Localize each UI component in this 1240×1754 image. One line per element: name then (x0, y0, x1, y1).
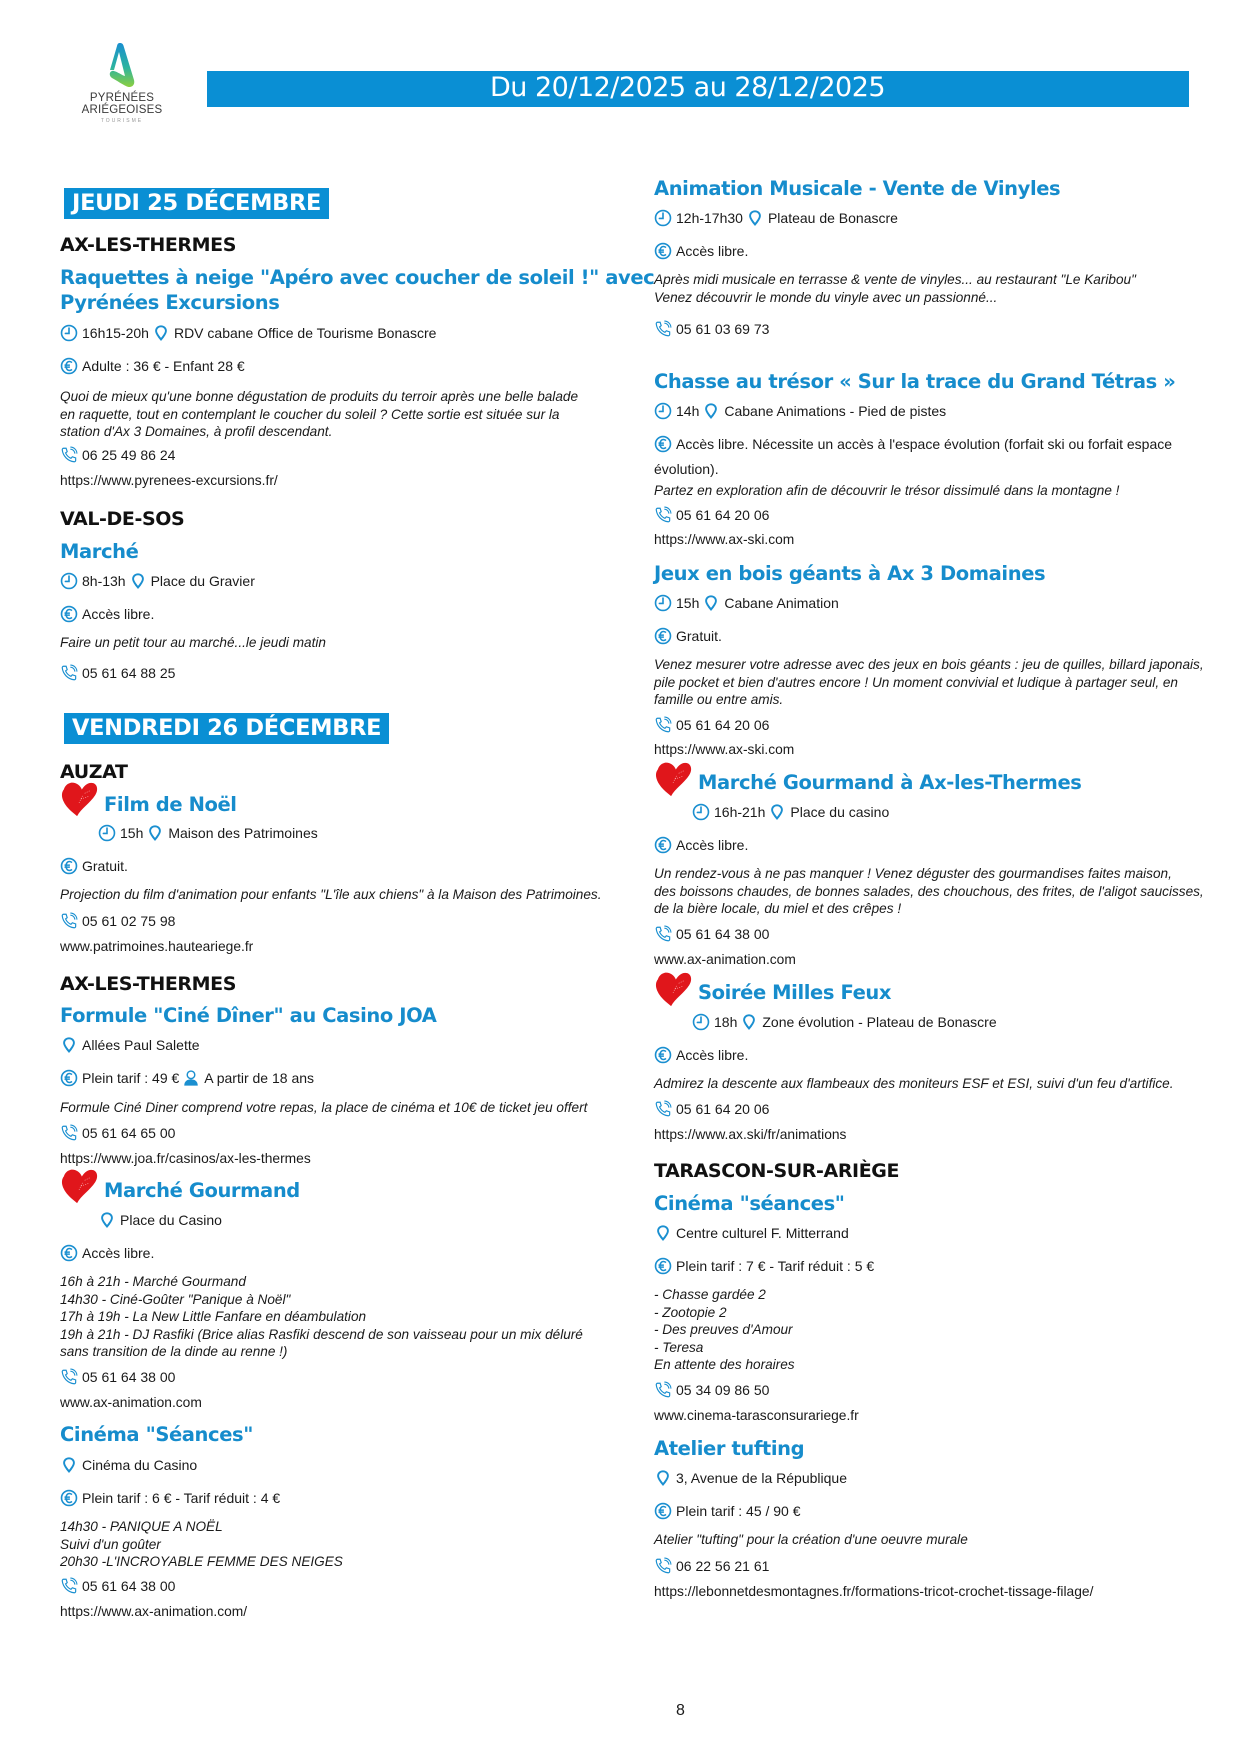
euro-icon (60, 1489, 78, 1507)
event-price: Plein tarif : 49 € A partir de 18 ans (60, 1069, 317, 1087)
phone-icon (60, 912, 78, 930)
clock-icon (654, 402, 672, 420)
phone-icon (60, 664, 78, 682)
event-price: Plein tarif : 45 / 90 € (654, 1502, 804, 1520)
event-phone[interactable]: 05 61 64 38 00 (60, 1368, 178, 1386)
event-time-place: 18h Zone évolution - Plateau de Bonascre (692, 1013, 1000, 1031)
event-phone[interactable]: 05 61 64 20 06 (654, 506, 772, 524)
location-pin-icon (746, 209, 764, 227)
event-description: Un rendez-vous à ne pas manquer ! Venez déguster des gourmandises faites maison, des boissons chaudes, de bonnes salades, des chouchous, des frites, de l'aligot saucisses, de la bière locale, du miel et des crêpes ! (654, 866, 1204, 916)
event-url-link[interactable]: https://www.ax-animation.com/ (60, 1604, 248, 1619)
phone-icon (654, 1381, 672, 1399)
euro-icon (60, 357, 78, 375)
event-time-place: 8h-13h Place du Gravier (60, 572, 258, 590)
event-phone[interactable]: 05 61 64 88 25 (60, 664, 178, 682)
euro-icon (654, 1502, 672, 1520)
euro-icon (654, 242, 672, 260)
event-description: 16h à 21h - Marché Gourmand 14h30 - Ciné-Goûter "Panique à Noël" 17h à 19h - La New Little Fanfare en déambulation 19h à 21h - DJ Rasfiki (Brice alias Rasfiki descend de son vaisseau pour un mix déluré sans transition de la dinde au renne !) (60, 1274, 583, 1359)
location-pin-icon (702, 594, 720, 612)
event-price: Accès libre. (60, 605, 157, 623)
location-pin-icon (740, 1013, 758, 1031)
event-phone[interactable]: 05 61 64 20 06 (654, 1100, 772, 1118)
location-pin-icon (60, 1456, 78, 1474)
logo-line-3: TOURISME (100, 118, 144, 124)
person-age-icon (182, 1069, 200, 1087)
event-title: Marché Gourmand à Ax-les-Thermes (698, 771, 1082, 794)
event-time-place: 12h-17h30 Plateau de Bonascre (654, 209, 901, 227)
date-range-text: Du 20/12/2025 au 28/12/2025 (490, 72, 886, 103)
location-pin-icon (98, 1211, 116, 1229)
euro-icon (654, 627, 672, 645)
event-price: Adulte : 36 € - Enfant 28 € (60, 357, 248, 375)
event-place: Allées Paul Salette (60, 1036, 203, 1054)
city-heading: TARASCON-SUR-ARIÈGE (654, 1160, 900, 1182)
event-phone[interactable]: 05 61 03 69 73 (654, 320, 772, 338)
phone-icon (60, 446, 78, 464)
event-url-link[interactable]: https://www.ax-ski.com (654, 742, 795, 757)
event-url-link[interactable]: https://lebonnetdesmontagnes.fr/formations-tricot-crochet-tissage-filage/ (654, 1584, 1094, 1599)
euro-icon (654, 1257, 672, 1275)
event-price: Accès libre. (654, 242, 751, 260)
event-description: Après midi musicale en terrasse & vente de vinyles... au restaurant "Le Karibou" Venez découvrir le monde du vinyle avec un passionné... (654, 272, 1136, 305)
event-title: Animation Musicale - Vente de Vinyles (654, 177, 1061, 200)
event-description: Venez mesurer votre adresse avec des jeux en bois géants : jeu de quilles, billard japonais, pile pocket et bien d'autres encore ! Un moment convivial et ludique à partager seul, en famille ou entre amis. (654, 657, 1204, 707)
brand-logo (74, 40, 170, 140)
heart-favorite-icon (652, 760, 694, 798)
event-time-place: 15h Maison des Patrimoines (98, 824, 321, 842)
event-place: Cinéma du Casino (60, 1456, 200, 1474)
clock-icon (654, 594, 672, 612)
event-title: Jeux en bois géants à Ax 3 Domaines (654, 562, 1046, 585)
event-price: Accès libre. Nécessite un accès à l'espace évolution (forfait ski ou forfait espace (654, 435, 1175, 453)
event-price-continued: évolution). (654, 461, 719, 477)
event-url-link[interactable]: https://www.ax-ski.com (654, 532, 795, 547)
location-pin-icon (654, 1224, 672, 1242)
event-title: Marché Gourmand (104, 1179, 300, 1202)
phone-icon (654, 925, 672, 943)
event-phone[interactable]: 05 61 02 75 98 (60, 912, 178, 930)
event-phone[interactable]: 05 61 64 38 00 (60, 1577, 178, 1595)
event-price: Gratuit. (60, 857, 131, 875)
event-price: Accès libre. (654, 836, 751, 854)
event-url-link[interactable]: www.patrimoines.hauteariege.fr (60, 939, 254, 954)
event-description: - Chasse gardée 2 - Zootopie 2 - Des preuves d'Amour - Teresa En attente des horaires (654, 1287, 795, 1372)
phone-icon (60, 1368, 78, 1386)
event-title: Cinéma "Séances" (60, 1423, 253, 1446)
event-time-place: 15h Cabane Animation (654, 594, 842, 612)
event-description: Atelier "tufting" pour la création d'une oeuvre murale (654, 1532, 968, 1547)
phone-icon (654, 1557, 672, 1575)
event-phone[interactable]: 05 61 64 38 00 (654, 925, 772, 943)
event-title: Cinéma "séances" (654, 1192, 845, 1215)
event-title: Film de Noël (104, 793, 237, 816)
location-pin-icon (60, 1036, 78, 1054)
date-range-banner (207, 71, 1189, 107)
event-description: Admirez la descente aux flambeaux des moniteurs ESF et ESI, suivi d'un feu d'artifice. (654, 1076, 1174, 1091)
event-phone[interactable]: 05 61 64 20 06 (654, 716, 772, 734)
event-description: Faire un petit tour au marché...le jeudi matin (60, 635, 326, 650)
phone-icon (654, 506, 672, 524)
day-banner-thursday: JEUDI 25 DÉCEMBRE (64, 188, 329, 219)
event-url-link[interactable]: https://www.joa.fr/casinos/ax-les-thermes (60, 1151, 311, 1166)
event-price: Accès libre. (654, 1046, 751, 1064)
event-title: Formule "Ciné Dîner" au Casino JOA (60, 1004, 437, 1027)
event-price: Gratuit. (654, 627, 725, 645)
city-heading: AX-LES-THERMES (60, 973, 236, 995)
euro-icon (60, 1069, 78, 1087)
logo-line-2: ARIÉGEOISES (81, 104, 163, 116)
location-pin-icon (768, 803, 786, 821)
event-price: Accès libre. (60, 1244, 157, 1262)
phone-icon (60, 1577, 78, 1595)
heart-favorite-icon (58, 1167, 100, 1205)
event-description: Projection du film d'animation pour enfants "L'île aux chiens" à la Maison des Patrimoines. (60, 887, 602, 902)
location-pin-icon (702, 402, 720, 420)
euro-icon (60, 857, 78, 875)
city-heading: VAL-DE-SOS (60, 508, 185, 530)
event-time-place: 14h Cabane Animations - Pied de pistes (654, 402, 949, 420)
clock-icon (98, 824, 116, 842)
event-place: 3, Avenue de la République (654, 1469, 850, 1487)
logo-line-1: PYRÉNÉES (89, 92, 155, 104)
location-pin-icon (129, 572, 147, 590)
event-description: Quoi de mieux qu'une bonne dégustation de produits du terroir après une belle balade en raquette, tout en contemplant le coucher du soleil ? Cette sortie est située sur la station d'Ax 3 Domaines, à profil descendant. (60, 389, 579, 439)
phone-icon (60, 1124, 78, 1142)
clock-icon (692, 1013, 710, 1031)
event-phone[interactable]: 05 61 64 65 00 (60, 1124, 178, 1142)
day-banner-friday: VENDREDI 26 DÉCEMBRE (64, 713, 389, 744)
event-title: Chasse au trésor « Sur la trace du Grand Tétras » (654, 370, 1176, 393)
clock-icon (60, 572, 78, 590)
event-title: Marché (60, 540, 139, 563)
event-place: Place du Casino (98, 1211, 225, 1229)
event-description: 14h30 - PANIQUE A NOËL Suivi d'un goûter 20h30 -L'INCROYABLE FEMME DES NEIGES (60, 1519, 343, 1569)
event-phone[interactable]: 06 25 49 86 24 (60, 446, 178, 464)
clock-icon (60, 324, 78, 342)
page-number: 8 (676, 1702, 685, 1719)
event-phone[interactable]: 05 34 09 86 50 (654, 1381, 772, 1399)
event-url-link[interactable]: https://www.ax.ski/fr/animations (654, 1127, 847, 1142)
event-url-link[interactable]: https://www.pyrenees-excursions.fr/ (60, 473, 278, 488)
location-pin-icon (654, 1469, 672, 1487)
euro-icon (60, 1244, 78, 1262)
event-title: Atelier tufting (654, 1437, 805, 1460)
euro-icon (654, 435, 672, 453)
event-price: Plein tarif : 6 € - Tarif réduit : 4 € (60, 1489, 283, 1507)
event-price: Plein tarif : 7 € - Tarif réduit : 5 € (654, 1257, 877, 1275)
location-pin-icon (152, 324, 170, 342)
event-description: Formule Ciné Diner comprend votre repas, la place de cinéma et 10€ de ticket jeu offert (60, 1100, 588, 1115)
phone-icon (654, 1100, 672, 1118)
city-heading: AUZAT (60, 761, 128, 783)
heart-favorite-icon (58, 780, 100, 818)
event-url-link[interactable]: www.ax-animation.com (60, 1395, 202, 1410)
clock-icon (654, 209, 672, 227)
location-pin-icon (146, 824, 164, 842)
event-url-link[interactable]: www.cinema-tarasconsurariege.fr (654, 1408, 859, 1423)
phone-icon (654, 320, 672, 338)
heart-favorite-icon (652, 970, 694, 1008)
event-url-link[interactable]: www.ax-animation.com (654, 952, 796, 967)
euro-icon (654, 1046, 672, 1064)
event-time-place: 16h15-20h RDV cabane Office de Tourisme Bonascre (60, 324, 439, 342)
pyrenees-logo-icon (103, 40, 141, 92)
euro-icon (60, 605, 78, 623)
event-phone[interactable]: 06 22 56 21 61 (654, 1557, 772, 1575)
event-description: Partez en exploration afin de découvrir le trésor dissimulé dans la montagne ! (654, 483, 1120, 498)
clock-icon (692, 803, 710, 821)
event-time-place: 16h-21h Place du casino (692, 803, 892, 821)
event-place: Centre culturel F. Mitterrand (654, 1224, 852, 1242)
event-title: Soirée Milles Feux (698, 981, 892, 1004)
phone-icon (654, 716, 672, 734)
event-title: Raquettes à neige "Apéro avec coucher de soleil !" avec Pyrénées Excursions (60, 266, 655, 314)
euro-icon (654, 836, 672, 854)
city-heading: AX-LES-THERMES (60, 234, 236, 256)
